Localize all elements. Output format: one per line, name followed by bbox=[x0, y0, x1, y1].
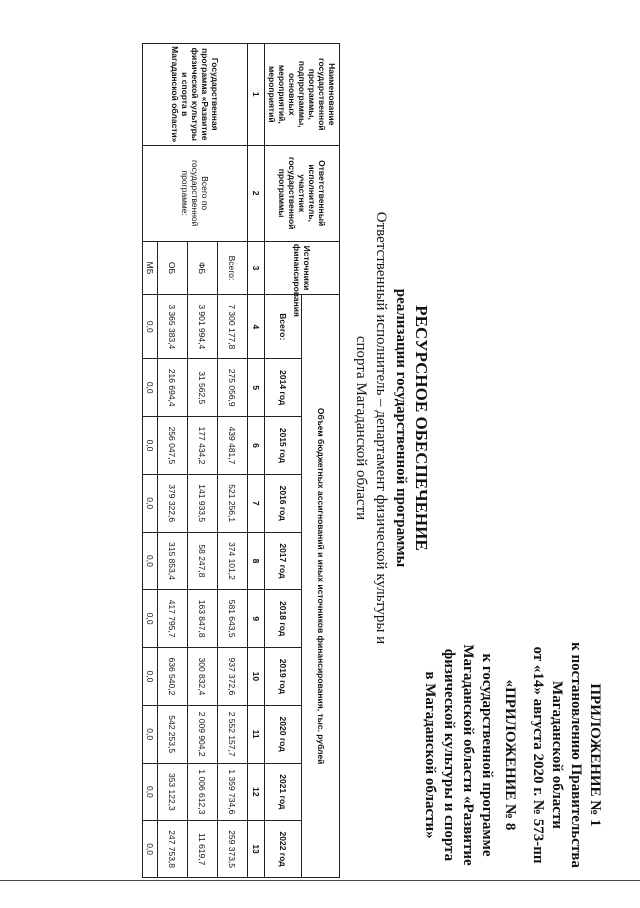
value-cell: 0,0 bbox=[143, 648, 158, 706]
value-cell: 542 253,5 bbox=[158, 705, 188, 763]
value-cell: 0,0 bbox=[143, 295, 158, 359]
value-cell: 521 256,1 bbox=[218, 474, 248, 532]
column-number: 3 bbox=[248, 241, 265, 294]
value-cell: 259 373,5 bbox=[218, 821, 248, 878]
source-cell: ФБ bbox=[188, 241, 218, 294]
value-cell: 0,0 bbox=[143, 763, 158, 821]
value-cell: 0,0 bbox=[143, 474, 158, 532]
value-cell: 256 047,5 bbox=[158, 417, 188, 475]
responsible-cell: Всего по государственной программе: bbox=[143, 145, 248, 241]
value-cell: 31 562,5 bbox=[188, 359, 218, 417]
value-cell: 581 643,5 bbox=[218, 590, 248, 648]
annex-sub-ref: к государственной программе bbox=[479, 653, 495, 857]
header-year: 2018 год bbox=[265, 590, 303, 648]
header-name: Наименование государственной программы, подпрограммы, основных мероприятий, мероприятий bbox=[265, 44, 340, 146]
value-cell: 275 056,9 bbox=[218, 359, 248, 417]
value-cell: 2 009 904,2 bbox=[188, 705, 218, 763]
spacer bbox=[519, 620, 528, 890]
value-cell: 937 372,6 bbox=[218, 648, 248, 706]
value-cell: 636 540,2 bbox=[158, 648, 188, 706]
value-cell: 177 434,2 bbox=[188, 417, 218, 475]
value-cell: 58 247,8 bbox=[188, 532, 218, 590]
annex-date: от «14» августа 2020 г. № 573-пп bbox=[530, 646, 546, 864]
value-cell: 163 847,8 bbox=[188, 590, 218, 648]
column-number: 2 bbox=[248, 145, 265, 241]
header-year: 2019 год bbox=[265, 648, 303, 706]
document-title: РЕСУРСНОЕ ОБЕСПЕЧЕНИЕ bbox=[412, 305, 431, 551]
value-cell: 353 122,3 bbox=[158, 763, 188, 821]
document-page bbox=[12, 28, 612, 908]
source-cell: Всего: bbox=[218, 241, 248, 294]
header-year: 2016 год bbox=[265, 474, 303, 532]
value-cell: 11 619,7 bbox=[188, 821, 218, 878]
value-cell: 3 365 383,4 bbox=[158, 295, 188, 359]
column-number: 9 bbox=[248, 590, 265, 648]
value-cell: 0,0 bbox=[143, 705, 158, 763]
header-responsible: Ответственный исполнитель, участник государственной программы bbox=[265, 145, 340, 241]
header-year: 2022 год bbox=[265, 821, 303, 878]
value-cell: 0,0 bbox=[143, 359, 158, 417]
annex-sub-title: «ПРИЛОЖЕНИЕ № 8 bbox=[502, 679, 518, 831]
value-cell: 1 006 612,3 bbox=[188, 763, 218, 821]
annex-sub-ref: Магаданской области «Развитие bbox=[460, 644, 476, 866]
value-cell: 0,0 bbox=[143, 417, 158, 475]
value-cell: 0,0 bbox=[143, 532, 158, 590]
header-volume: Объем бюджетных ассигнований и иных источников финансирования, тыс. рублей bbox=[302, 295, 340, 878]
value-cell: 141 933,5 bbox=[188, 474, 218, 532]
header-year: 2020 год bbox=[265, 705, 303, 763]
table-header-row bbox=[302, 44, 340, 878]
column-number: 1 bbox=[248, 44, 265, 146]
column-number: 7 bbox=[248, 474, 265, 532]
value-cell: 247 753,8 bbox=[158, 821, 188, 878]
source-cell: ОБ bbox=[158, 241, 188, 294]
annex-title: ПРИЛОЖЕНИЕ № 1 bbox=[587, 683, 603, 827]
annex-ref: к постановлению Правительства bbox=[568, 642, 584, 868]
column-number: 13 bbox=[248, 821, 265, 878]
value-cell: 315 853,4 bbox=[158, 532, 188, 590]
document-heading bbox=[351, 198, 432, 658]
source-cell: МБ bbox=[143, 241, 158, 294]
column-number: 5 bbox=[248, 359, 265, 417]
annex-header bbox=[420, 620, 604, 890]
value-cell: 379 322,6 bbox=[158, 474, 188, 532]
header-year: 2015 год bbox=[265, 417, 303, 475]
value-cell: 3 901 994,4 bbox=[188, 295, 218, 359]
value-cell: 374 101,2 bbox=[218, 532, 248, 590]
header-total: Всего: bbox=[265, 295, 303, 359]
value-cell: 2 552 157,7 bbox=[218, 705, 248, 763]
program-name-cell: Государственная программа «Развитие физической культуры и спорта в Магаданской области» bbox=[143, 44, 248, 146]
scan-edge-line bbox=[0, 880, 640, 881]
header-year: 2021 год bbox=[265, 763, 303, 821]
value-cell: 216 694,4 bbox=[158, 359, 188, 417]
value-cell: 1 359 734,6 bbox=[218, 763, 248, 821]
header-year: 2014 год bbox=[265, 359, 303, 417]
column-number: 12 bbox=[248, 763, 265, 821]
annex-ref: Магаданской области bbox=[549, 681, 565, 829]
value-cell: 439 481,7 bbox=[218, 417, 248, 475]
header-source: Источники финансирования bbox=[265, 241, 340, 294]
column-number: 4 bbox=[248, 295, 265, 359]
value-cell: 7 300 177,8 bbox=[218, 295, 248, 359]
column-number: 11 bbox=[248, 705, 265, 763]
resource-table bbox=[142, 43, 340, 878]
value-cell: 417 795,7 bbox=[158, 590, 188, 648]
column-number-row bbox=[248, 44, 265, 878]
column-number: 8 bbox=[248, 532, 265, 590]
annex-sub-ref: физической культуры и спорта bbox=[441, 648, 457, 862]
value-cell: 0,0 bbox=[143, 590, 158, 648]
annex-sub-ref: в Магаданской области» bbox=[422, 671, 438, 839]
value-cell: 0,0 bbox=[143, 821, 158, 878]
table-row bbox=[218, 44, 248, 878]
value-cell: 300 832,4 bbox=[188, 648, 218, 706]
column-number: 10 bbox=[248, 648, 265, 706]
responsible-executor: Ответственный исполнитель – департамент физической культуры и спорта Магаданской области bbox=[353, 211, 389, 645]
header-year: 2017 год bbox=[265, 532, 303, 590]
document-subtitle: реализации государственной программы bbox=[393, 288, 409, 568]
column-number: 6 bbox=[248, 417, 265, 475]
